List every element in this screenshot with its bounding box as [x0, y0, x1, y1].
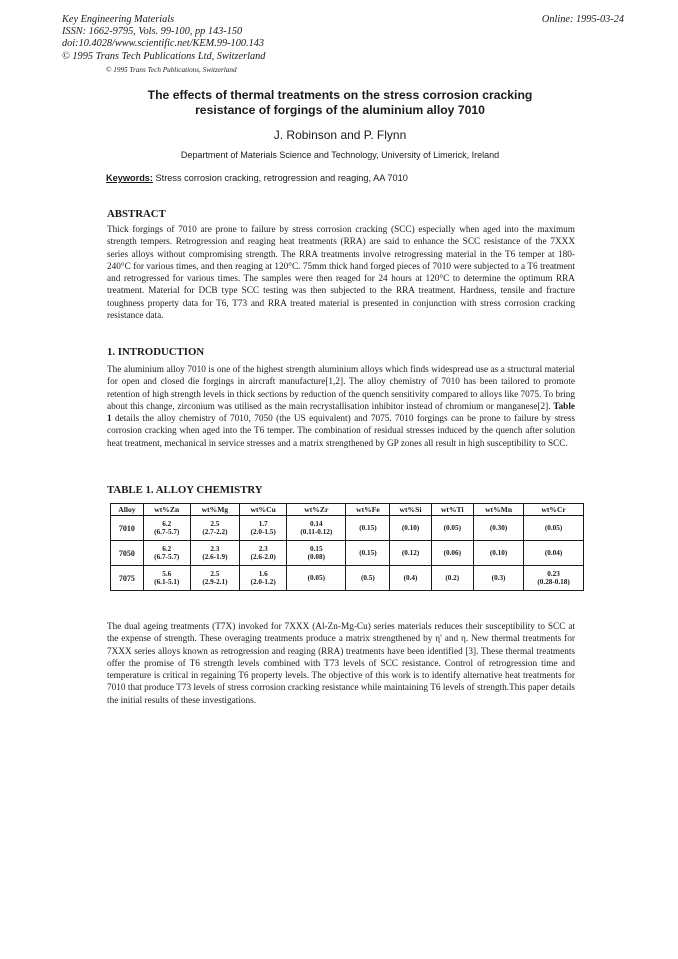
issn-line: ISSN: 1662-9795, Vols. 99-100, pp 143-150: [62, 26, 243, 38]
table-cell: [287, 516, 346, 541]
journal-metadata: [62, 14, 362, 63]
table-cell: [190, 516, 239, 541]
table-cell: [431, 516, 473, 541]
table-cell: [143, 566, 190, 591]
range-value: (0.30): [489, 523, 508, 532]
range-value: (0.4): [403, 573, 418, 582]
intro-p1-text-b: details the alloy chemistry of 7010, 7050 (the US equivalent) and 7075. 7010 forgings can be prone to failure by stress corrosion cracking when aged into the T6 temper. The combination of residual stresses induced by the quench after solution heat treatment, mechanical in service stresses and a matrix strengthened by GP zones all result in high susceptibility to SCC.: [107, 414, 575, 449]
table-cell: [524, 566, 584, 591]
table-row: [111, 566, 584, 591]
range-value: (2.9-2.1): [202, 578, 228, 586]
alloy-name-cell: 7050: [111, 541, 144, 566]
nominal-value: 1.7: [258, 519, 268, 528]
alloy-chemistry-table: [110, 503, 584, 591]
nominal-value: 6.2: [162, 519, 172, 528]
introduction-paragraph-2: The dual ageing treatments (T7X) invoked for 7XXX (Al-Zn-Mg-Cu) series materials reduces their susceptibility to SCC at the expense of strength. These overaging treatments produce a matrix strengthened by η' and η. New thermal treatments for 7XXX series alloys known as retrogression and reaging (RRA) treatments have been identified [3]. These thermal treatments offer the promise of T6 strength levels combined with T73 levels of SCC resistance. Control of retrogression time and temperature is critical in regaining T6 property levels. The objective of this work is to identify alternative heat treatments for 7010 that produce T73 levels of stress corrosion cracking resistance while maintaining T6 levels of strength.This paper details the initial results of these investigations.: [107, 622, 575, 706]
title-line-1: The effects of thermal treatments on the stress corrosion cracking: [147, 88, 533, 102]
paper-title: [100, 88, 580, 118]
table-cell: [346, 516, 390, 541]
column-header: wt%Mn: [473, 504, 523, 516]
range-value: (6.7-5.7): [154, 553, 180, 561]
range-value: (0.15): [359, 548, 377, 557]
table-cell: [143, 516, 190, 541]
range-value: (2.0-1.2): [250, 578, 276, 586]
range-value: (0.05): [443, 523, 461, 532]
column-header: wt%Zn: [143, 504, 190, 516]
journal-name: Key Engineering Materials: [62, 14, 175, 25]
range-value: (0.12): [401, 548, 420, 557]
keywords: [106, 173, 408, 183]
nominal-value: 6.2: [162, 544, 172, 553]
table-cell: [346, 541, 390, 566]
range-value: (0.08): [307, 553, 325, 561]
table-row: [111, 541, 584, 566]
online-date: Online: 1995-03-24: [541, 14, 624, 25]
introduction-heading: 1. INTRODUCTION: [107, 346, 205, 358]
nominal-value: 0.14: [310, 519, 323, 528]
keywords-label: Keywords:: [106, 173, 153, 183]
nominal-value: 1.6: [258, 569, 268, 578]
title-line-2: resistance of forgings of the aluminium alloy 7010: [195, 103, 485, 117]
nominal-value: 2.3: [258, 544, 268, 553]
table-cell: [431, 566, 473, 591]
affiliation: Department of Materials Science and Technology, University of Limerick, Ireland: [180, 150, 500, 160]
nominal-value: 0.23: [547, 569, 560, 578]
table-cell: [143, 541, 190, 566]
range-value: (0.10): [401, 523, 420, 532]
table-cell: [473, 541, 523, 566]
table-cell: [346, 566, 390, 591]
column-header: wt%Cu: [240, 504, 287, 516]
table-cell: [524, 541, 584, 566]
range-value: (6.7-5.7): [154, 528, 180, 536]
table-cell: [240, 566, 287, 591]
range-value: (0.05): [544, 523, 563, 532]
nominal-value: 2.3: [210, 544, 220, 553]
table-cell: [524, 516, 584, 541]
table-caption: TABLE 1. ALLOY CHEMISTRY: [107, 484, 263, 496]
table-cell: [240, 516, 287, 541]
range-value: (6.1-5.1): [154, 578, 180, 586]
alloy-name-cell: 7075: [111, 566, 144, 591]
column-header: wt%Si: [390, 504, 431, 516]
nominal-value: 2.5: [210, 569, 220, 578]
range-value: (0.10): [489, 548, 508, 557]
table-cell: [287, 566, 346, 591]
table-cell: [431, 541, 473, 566]
nominal-value: 2.5: [210, 519, 220, 528]
range-value: (0.04): [544, 548, 563, 557]
abstract-heading: ABSTRACT: [107, 208, 166, 220]
keywords-text: Stress corrosion cracking, retrogression and reaging, AA 7010: [155, 173, 408, 183]
table-cell: [190, 566, 239, 591]
range-value: (0.3): [491, 573, 506, 582]
copyright-line: © 1995 Trans Tech Publications Ltd, Switzerland: [62, 50, 266, 62]
authors: J. Robinson and P. Flynn: [273, 128, 407, 142]
column-header: wt%Zr: [287, 504, 346, 516]
range-value: (0.5): [361, 573, 375, 582]
table-cell: [390, 516, 431, 541]
table-header-row: [111, 504, 584, 516]
table-cell: [473, 516, 523, 541]
table-cell: [190, 541, 239, 566]
table-cell: [240, 541, 287, 566]
table-row: [111, 516, 584, 541]
table-cell: [390, 566, 431, 591]
range-value: (0.05): [307, 573, 325, 582]
table-cell: [390, 541, 431, 566]
introduction-paragraph-1: [107, 364, 575, 450]
column-header: wt%Fe: [346, 504, 390, 516]
abstract-text: Thick forgings of 7010 are prone to failure by stress corrosion cracking (SCC) especially when aged into the maximum strength tempers. Retrogression and reaging heat treatments (RRA) are said to enhance the SCC resistance of the 7XXX series alloys without compromising strength. The RRA treatments involve retrogressing material in the T6 temper at 180-240°C for various times, and then reaging at 120°C. 75mm thick hand forged pieces of 7010 were subjected to a T6 treatment and retrogressed for various times. The samples were then reaged for 24 hours at 120°C to determine the optimum RRA treatment. Material for DCB type SCC testing was then subjected to the RRA treatment. Hardness, tensile and fracture toughness property data for T6, T73 and RRA treated material is presented in conjunction with stress corrosion cracking resistance data.: [107, 225, 575, 322]
range-value: (2.0-1.5): [250, 528, 276, 536]
intro-p1-text-a: The aluminium alloy 7010 is one of the highest strength aluminium alloys which finds widespread use as a structural material for open and closed die forgings in aircraft manufacture[1,2]. The alloy chemistry of 7010 has been tailored to promote retention of high strength levels in thick sections by reduction of the quench sensitivity compared to alloys like 7075. To bring about this change, zirconium was utilised as the main recrystallisation inhibitor instead of chromium or manganese[2].: [107, 365, 575, 412]
range-value: (0.15): [359, 523, 377, 532]
column-header: Alloy: [111, 504, 144, 516]
table-cell: [287, 541, 346, 566]
range-value: (0.2): [445, 573, 460, 582]
small-copyright: © 1995 Trans Tech Publications, Switzerland: [106, 66, 237, 74]
alloy-name-cell: 7010: [111, 516, 144, 541]
range-value: (2.6-2.0): [250, 553, 276, 561]
table-cell: [473, 566, 523, 591]
column-header: wt%Ti: [431, 504, 473, 516]
nominal-value: 0.15: [310, 544, 323, 553]
column-header: wt%Cr: [524, 504, 584, 516]
nominal-value: 5.6: [162, 569, 172, 578]
range-value: (0.11-0.12): [300, 528, 333, 536]
doi-line: doi:10.4028/www.scientific.net/KEM.99-100.143: [62, 38, 265, 50]
table-reference: Table 1: [107, 401, 575, 425]
range-value: (2.6-1.9): [202, 553, 228, 561]
column-header: wt%Mg: [190, 504, 239, 516]
range-value: (2.7-2.2): [202, 528, 228, 536]
range-value: (0.28-0.18): [537, 578, 570, 586]
range-value: (0.06): [443, 548, 461, 557]
